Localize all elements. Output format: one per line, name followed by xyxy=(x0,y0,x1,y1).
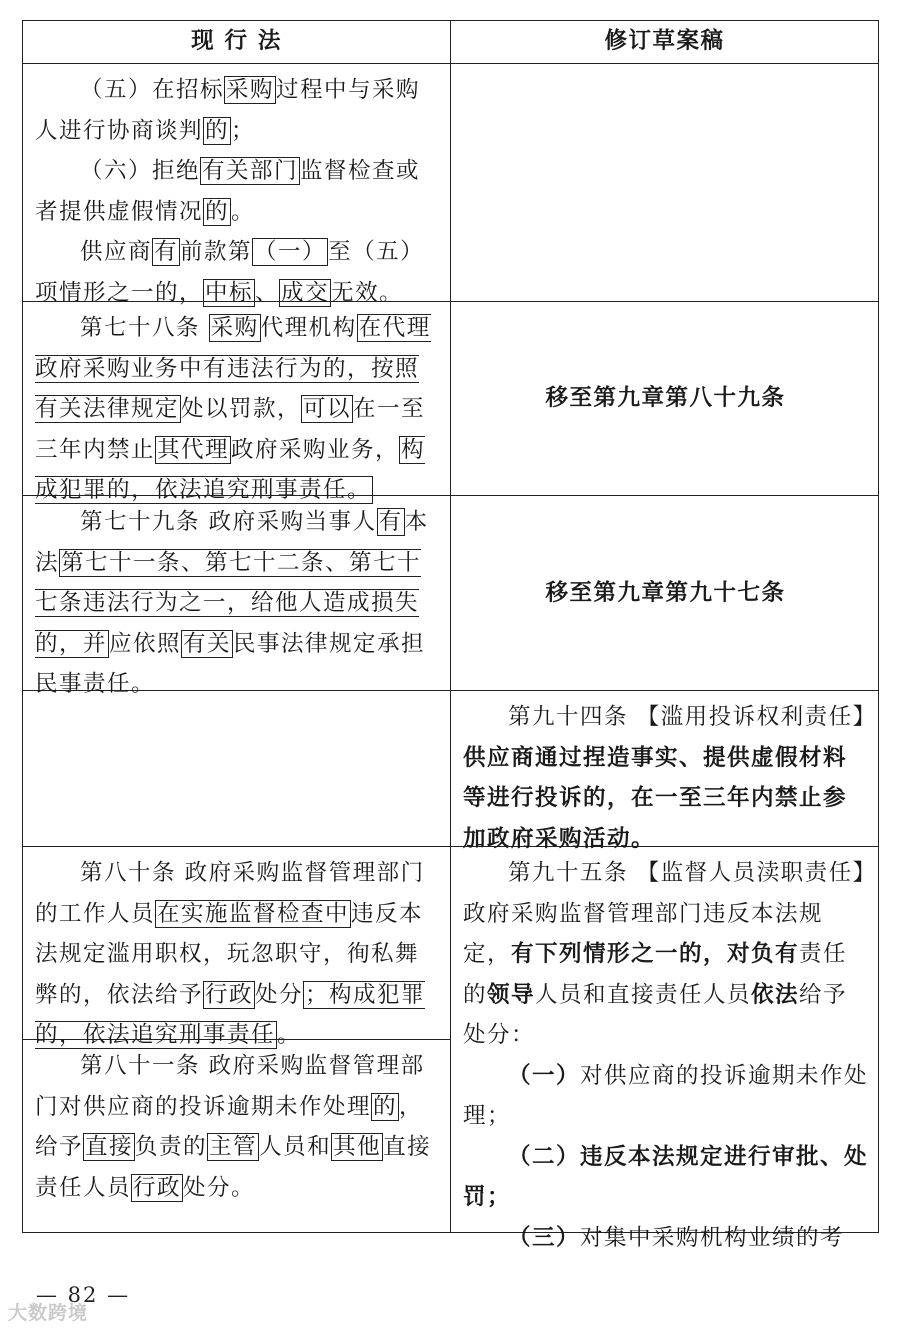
paragraph: 供应商有前款第（一）至（五）项情形之一的，中标、成交无效。 xyxy=(35,239,425,306)
list-item: （三）对集中采购机构业绩的考 xyxy=(507,1224,844,1251)
current-law-cell xyxy=(23,847,451,1232)
article-81 xyxy=(23,1040,450,1214)
moved-note: 移至第九章第九十七条 xyxy=(545,579,786,606)
table-header-row xyxy=(23,21,878,63)
table-row xyxy=(23,301,878,503)
list-item: （一）对供应商的投诉逾期未作处理； xyxy=(462,1062,868,1129)
current-law-cell xyxy=(23,64,451,306)
header-revised-draft: 修订草案稿 xyxy=(604,28,725,54)
paragraph: 第八十一条 政府采购监督管理部门对供应商的投诉逾期未作处理的，给予直接负责的主管人员和其他直接责任人员行政处分。 xyxy=(35,1053,432,1201)
paragraph: 第九十五条 【监督人员渎职责任】政府采购监督管理部门违反本法规定，有下列情形之一的，对负有责任的领导人员和直接责任人员依法给予处分： xyxy=(462,860,877,1048)
paragraph: 第八十条 政府采购监督管理部门的工作人员在实施监督检查中违反本法规定滥用职权，玩忽职守，徇私舞弊的，依法给予行政处分；构成犯罪的，依法追究刑事责任。 xyxy=(35,860,426,1048)
table-row xyxy=(23,63,878,306)
paragraph: （六）拒绝有关部门监督检查或者提供虚假情况的。 xyxy=(35,158,421,225)
list-item: （二）违反本法规定进行审批、处罚； xyxy=(462,1143,868,1210)
revised-draft-cell xyxy=(451,847,878,1251)
paragraph: 第七十八条 采购代理机构在代理政府采购业务中有违法行为的，按照有关法律规定处以罚款，可以在一至三年内禁止其代理政府采购业务，构成犯罪的，依法追究刑事责任。 xyxy=(35,315,431,503)
current-law-cell xyxy=(23,496,451,697)
current-law-cell xyxy=(23,302,451,503)
paragraph: 第九十四条 【滥用投诉权利责任】供应商通过捏造事实、提供虚假材料等进行投诉的，在一至三年内禁止参加政府采购活动。 xyxy=(463,704,877,852)
revised-draft-cell xyxy=(451,64,878,301)
table-row xyxy=(23,690,878,852)
paragraph: （五）在招标采购过程中与采购人进行协商谈判的； xyxy=(35,77,421,144)
page-number: — 82 — xyxy=(36,1283,131,1307)
article-80 xyxy=(23,847,450,1048)
watermark-logo: 大数跨境 xyxy=(8,1302,89,1324)
revised-draft-cell xyxy=(451,302,878,495)
revised-draft-cell xyxy=(451,691,878,852)
current-law-cell xyxy=(23,691,451,846)
paragraph: 第七十九条 政府采购当事人有本法第七十一条、第七十二条、第七十七条违法行为之一，给他人造成损失的，并应依照有关民事法律规定承担民事责任。 xyxy=(35,509,429,697)
revised-draft-cell xyxy=(451,496,878,690)
header-current-law: 现 行 法 xyxy=(23,21,451,63)
comparison-table xyxy=(22,20,879,1251)
moved-note: 移至第九章第八十九条 xyxy=(545,385,786,412)
table-row xyxy=(23,846,878,1251)
table-row xyxy=(23,495,878,697)
